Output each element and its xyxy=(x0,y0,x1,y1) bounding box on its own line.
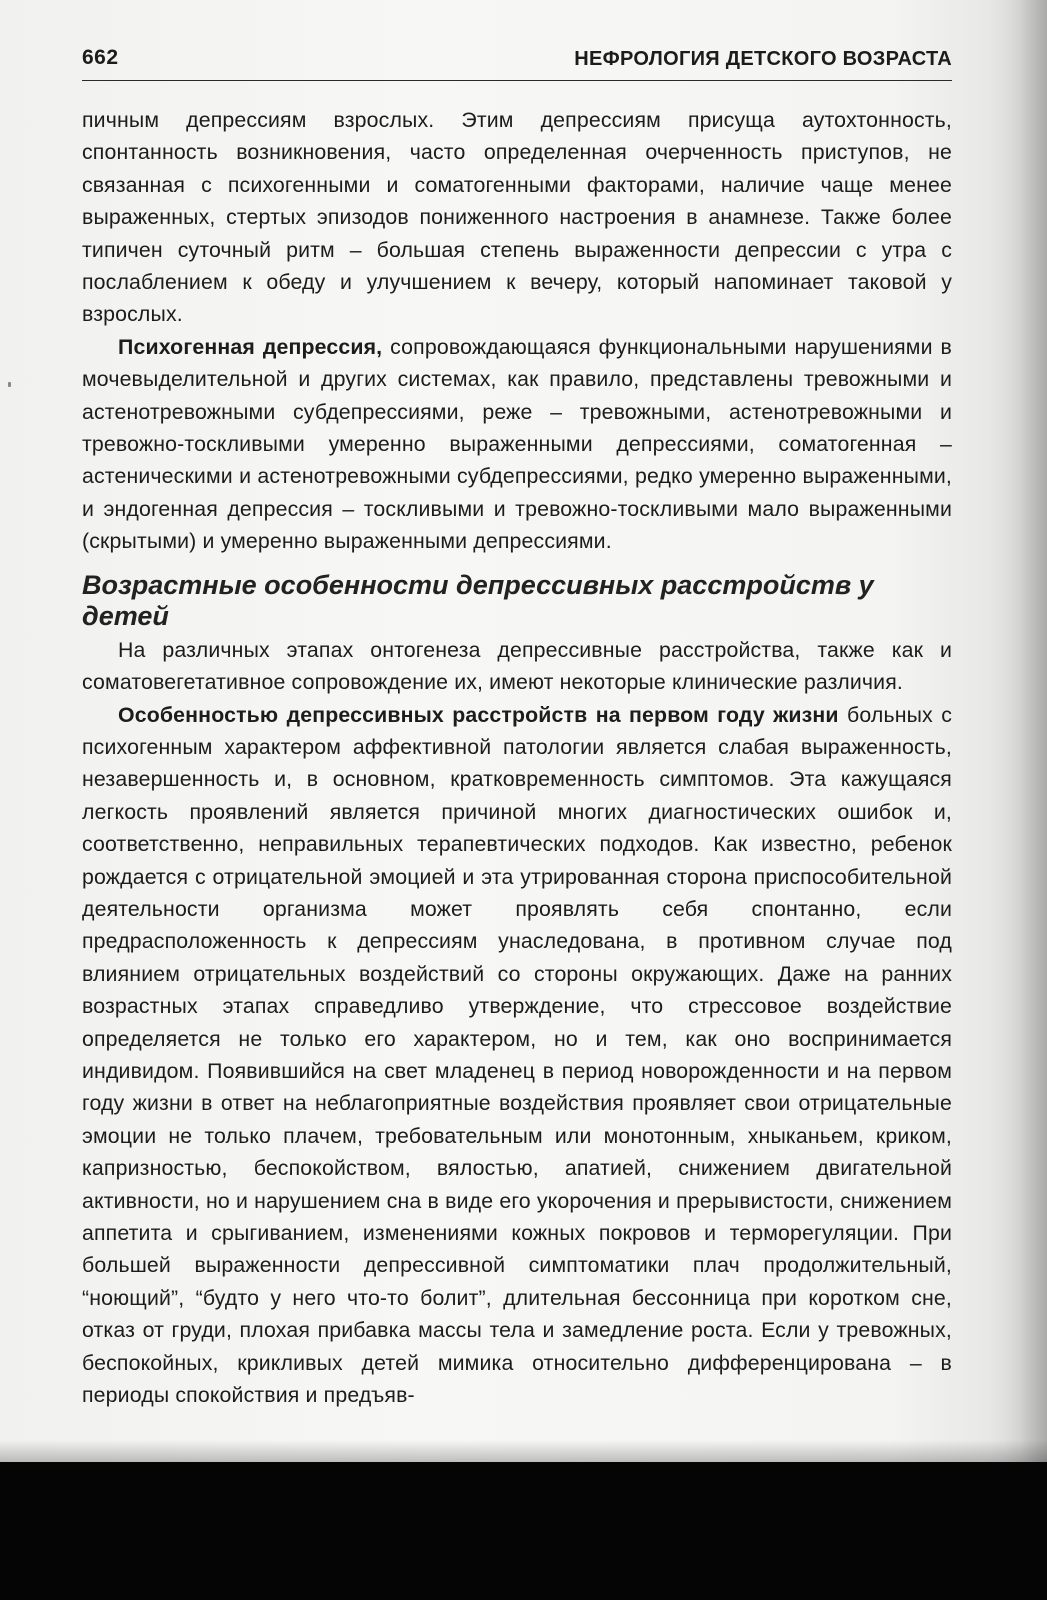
page-edge-shadow xyxy=(987,0,1047,1470)
paragraph-2-text: сопровождающаяся функциональными нарушениями в мочевыделительной и других системах, как правило, представлены тревожными и астенотревожными субдепрессиями, реже – тревожными, астенотревожными и тревожно-тоскливыми умеренно выраженными депрессиями, соматогенная – астеническими и астенотревожными субдепрессиями, редко умеренно выраженными, и эндогенная депрессия – тоскливыми и тревожно-тоскливыми мало выраженными (скрытыми) и умеренно выраженными депрессиями. xyxy=(82,334,952,554)
margin-speck xyxy=(8,382,11,387)
paragraph-2 xyxy=(82,331,952,558)
paragraph-4-text: больных с психогенным характером аффективной патологии является слабая выраженность, незавершенность и, в основном, кратковременность симптомов. Эта кажущаяся легкость проявлений является причиной многих диагностических ошибок и, соответственно, неправильных терапевтических подходов. Как известно, ребенок рождается с отрицательной эмоцией и эта утрированная сторона приспособительной деятельности организма может проявлять себя спонтанно, если предрасположенность к депрессиям унаследована, в противном случае под влиянием отрицательных воздействий со стороны окружающих. Даже на ранних возрастных этапах справедливо утверждение, что стрессовое воздействие определяется не только его характером, но и тем, как оно воспринимается индивидом. Появившийся на свет младенец в период новорожденности и на первом году жизни в ответ на неблагоприятные воздействия проявляет свои отрицательные эмоции не только плачем, требовательным или монотонным, хныканьем, криком, капризностью, беспокойством, вялостью, апатией, снижением двигательной активности, но и нарушением сна в виде его укорочения и прерывистости, снижением аппетита и срыгиванием, изменениями кожных покровов и терморегуляции. При большей выраженности депрессивной симптоматики плач продолжительный, “ноющий”, “будто у него что-то болит”, длительная бессонница при коротком сне, отказ от груди, плохая прибавка массы тела и замедление роста. Если у тревожных, беспокойных, крикливых детей мимика относительно дифференцирована – в периоды спокойствия и предъяв- xyxy=(82,702,952,1408)
running-head: НЕФРОЛОГИЯ ДЕТСКОГО ВОЗРАСТА xyxy=(574,48,952,70)
page-number: 662 xyxy=(82,46,119,69)
paragraph-4 xyxy=(82,699,952,1412)
paragraph-2-lead: Психогенная депрессия, xyxy=(118,334,383,359)
paragraph-3: На различных этапах онтогенеза депрессивные расстройства, также как и соматовегетативное сопровождение их, имеют некоторые клинические различия. xyxy=(82,637,952,695)
paragraph-4-lead: Особенностью депрессивных расстройств на первом году жизни xyxy=(118,702,839,727)
scan-bottom-fade xyxy=(0,1440,1047,1464)
scan-bottom-shadow xyxy=(0,1462,1047,1600)
paragraph-1: пичным депрессиям взрослых. Этим депрессиям присуща аутохтонность, спонтанность возникновения, часто определенная очерченность приступов, не связанная с психогенными и соматогенными факторами, наличие чаще менее выраженных, стертых эпизодов пониженного настроения в анамнезе. Также более типичен суточный ритм – большая степень выраженности депрессии с утра с послаблением к обеду и улучшением к вечеру, который напоминает таковой у взрослых. xyxy=(82,108,952,327)
header-rule xyxy=(82,80,952,81)
section-heading: Возрастные особенности депрессивных расстройств у детей xyxy=(82,569,874,631)
body-text xyxy=(82,104,952,1411)
